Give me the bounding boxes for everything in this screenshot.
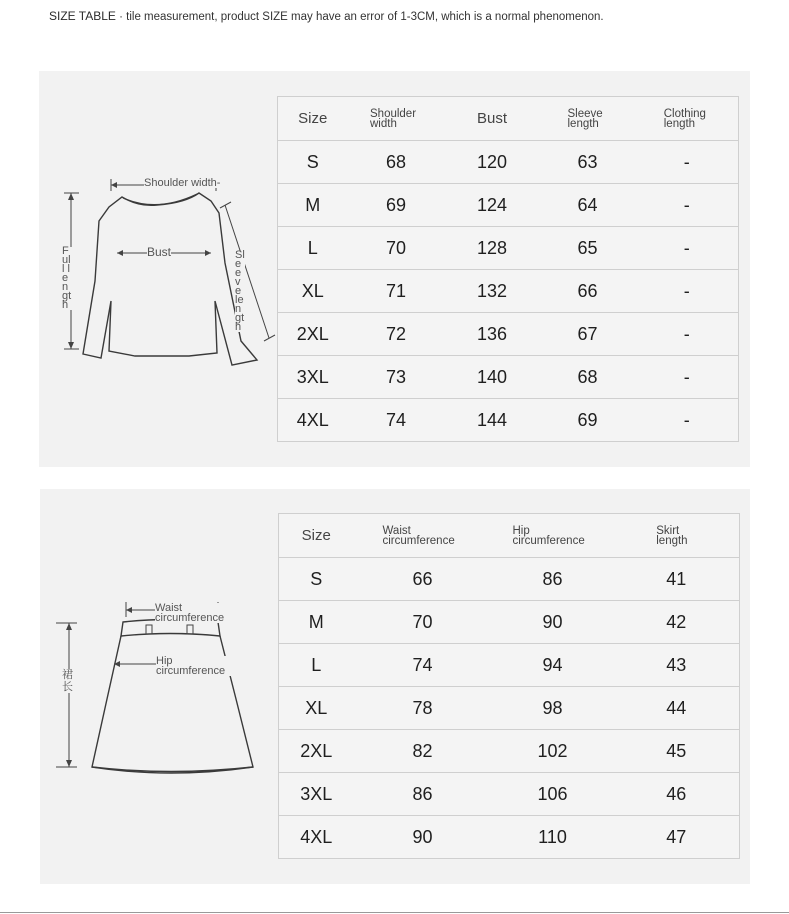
skirt-length-label: 裙长 <box>62 669 73 693</box>
header-shoulder-width <box>348 97 445 141</box>
header-clothing-length <box>636 97 739 141</box>
header-skirt-length-text: Skirt length <box>656 524 688 547</box>
header-waist-text: Waist circumference <box>382 524 455 547</box>
note-title: SIZE TABLE <box>49 9 116 23</box>
cell-skirt-length: 45 <box>614 730 740 773</box>
table-row <box>279 601 740 644</box>
note-description: · tile measurement, product SIZE may have an error of 1-3CM, which is a normal phenomenon. <box>115 11 604 23</box>
table-row <box>279 816 740 859</box>
cell-waist: 86 <box>354 773 492 816</box>
cell-sleeve: 68 <box>540 356 636 399</box>
cell-bust: 120 <box>445 141 540 184</box>
cell-hip: 102 <box>492 730 614 773</box>
cell-shoulder: 72 <box>348 313 445 356</box>
cell-bust: 132 <box>445 270 540 313</box>
cell-size: XL <box>278 270 348 313</box>
cell-clothing-length: - <box>636 313 739 356</box>
bottom-size-panel <box>40 489 750 884</box>
bust-label: Bust <box>147 245 172 259</box>
header-size-text: Size <box>301 526 331 544</box>
cell-sleeve: 63 <box>540 141 636 184</box>
cell-waist: 66 <box>354 558 492 601</box>
cell-clothing-length: - <box>636 184 739 227</box>
cell-size: XL <box>279 687 354 730</box>
cell-waist: 82 <box>354 730 492 773</box>
cell-waist: 70 <box>354 601 492 644</box>
table-row <box>278 270 739 313</box>
cell-shoulder: 71 <box>348 270 445 313</box>
cell-skirt-length: 42 <box>614 601 740 644</box>
cell-skirt-length: 46 <box>614 773 740 816</box>
table-row <box>278 141 739 184</box>
cell-size: L <box>279 644 354 687</box>
table-row <box>279 773 740 816</box>
header-size <box>279 514 354 558</box>
cell-size: 3XL <box>278 356 348 399</box>
footer-divider <box>0 912 789 913</box>
cell-hip: 86 <box>492 558 614 601</box>
cell-size: 4XL <box>279 816 354 859</box>
table-row <box>279 687 740 730</box>
table-row <box>279 730 740 773</box>
bottom-size-table <box>278 513 740 859</box>
cell-hip: 106 <box>492 773 614 816</box>
cell-waist: 74 <box>354 644 492 687</box>
table-row <box>278 399 739 442</box>
header-waist <box>354 514 492 558</box>
cell-clothing-length: - <box>636 141 739 184</box>
table-row <box>279 558 740 601</box>
top-size-panel <box>39 71 750 467</box>
cell-sleeve: 67 <box>540 313 636 356</box>
cell-bust: 140 <box>445 356 540 399</box>
cell-clothing-length: - <box>636 270 739 313</box>
cell-size: 4XL <box>278 399 348 442</box>
cell-clothing-length: - <box>636 399 739 442</box>
header-sleeve-length-text: Sleeve length <box>567 107 603 130</box>
cell-clothing-length: - <box>636 356 739 399</box>
cell-bust: 128 <box>445 227 540 270</box>
cell-sleeve: 64 <box>540 184 636 227</box>
cell-size: 3XL <box>279 773 354 816</box>
header-hip <box>492 514 614 558</box>
skirt-diagram <box>40 489 278 884</box>
shirt-diagram <box>39 71 279 467</box>
cell-hip: 94 <box>492 644 614 687</box>
cell-bust: 144 <box>445 399 540 442</box>
waist-circumference-label: Waist circumference <box>155 603 245 623</box>
header-skirt-length <box>614 514 740 558</box>
cell-waist: 90 <box>354 816 492 859</box>
cell-shoulder: 74 <box>348 399 445 442</box>
table-header-row <box>279 514 740 558</box>
cell-hip: 110 <box>492 816 614 859</box>
table-row <box>278 356 739 399</box>
cell-clothing-length: - <box>636 227 739 270</box>
cell-size: S <box>278 141 348 184</box>
header-shoulder-width-text: Shoulder width <box>370 107 417 130</box>
cell-shoulder: 68 <box>348 141 445 184</box>
cell-shoulder: 69 <box>348 184 445 227</box>
header-clothing-length-text: Clothing length <box>663 107 706 130</box>
sleeve-length-label: Sleeve length <box>235 249 245 333</box>
header-size-text: Size <box>298 109 328 127</box>
header-sleeve-length <box>540 97 636 141</box>
cell-skirt-length: 43 <box>614 644 740 687</box>
cell-size: M <box>278 184 348 227</box>
cell-shoulder: 70 <box>348 227 445 270</box>
hip-circumference-label: Hip circumference <box>156 656 236 676</box>
top-size-table <box>277 96 739 442</box>
cell-shoulder: 73 <box>348 356 445 399</box>
table-header-row <box>278 97 739 141</box>
cell-size: M <box>279 601 354 644</box>
full-length-label: Full length <box>62 245 72 311</box>
cell-size: S <box>279 558 354 601</box>
cell-size: 2XL <box>278 313 348 356</box>
size-table-note <box>49 9 604 23</box>
header-hip-text: Hip circumference <box>512 524 585 547</box>
cell-bust: 136 <box>445 313 540 356</box>
cell-skirt-length: 44 <box>614 687 740 730</box>
table-row <box>278 184 739 227</box>
cell-sleeve: 69 <box>540 399 636 442</box>
cell-size: 2XL <box>279 730 354 773</box>
cell-hip: 98 <box>492 687 614 730</box>
header-size <box>278 97 348 141</box>
cell-sleeve: 66 <box>540 270 636 313</box>
cell-skirt-length: 47 <box>614 816 740 859</box>
table-row <box>278 227 739 270</box>
header-bust-text: Bust <box>476 109 507 127</box>
cell-waist: 78 <box>354 687 492 730</box>
header-bust <box>445 97 540 141</box>
cell-skirt-length: 41 <box>614 558 740 601</box>
skirt-outline <box>40 489 278 884</box>
table-row <box>278 313 739 356</box>
table-row <box>279 644 740 687</box>
cell-hip: 90 <box>492 601 614 644</box>
shoulder-width-label: Shoulder width- <box>144 177 221 189</box>
cell-size: L <box>278 227 348 270</box>
cell-sleeve: 65 <box>540 227 636 270</box>
cell-bust: 124 <box>445 184 540 227</box>
